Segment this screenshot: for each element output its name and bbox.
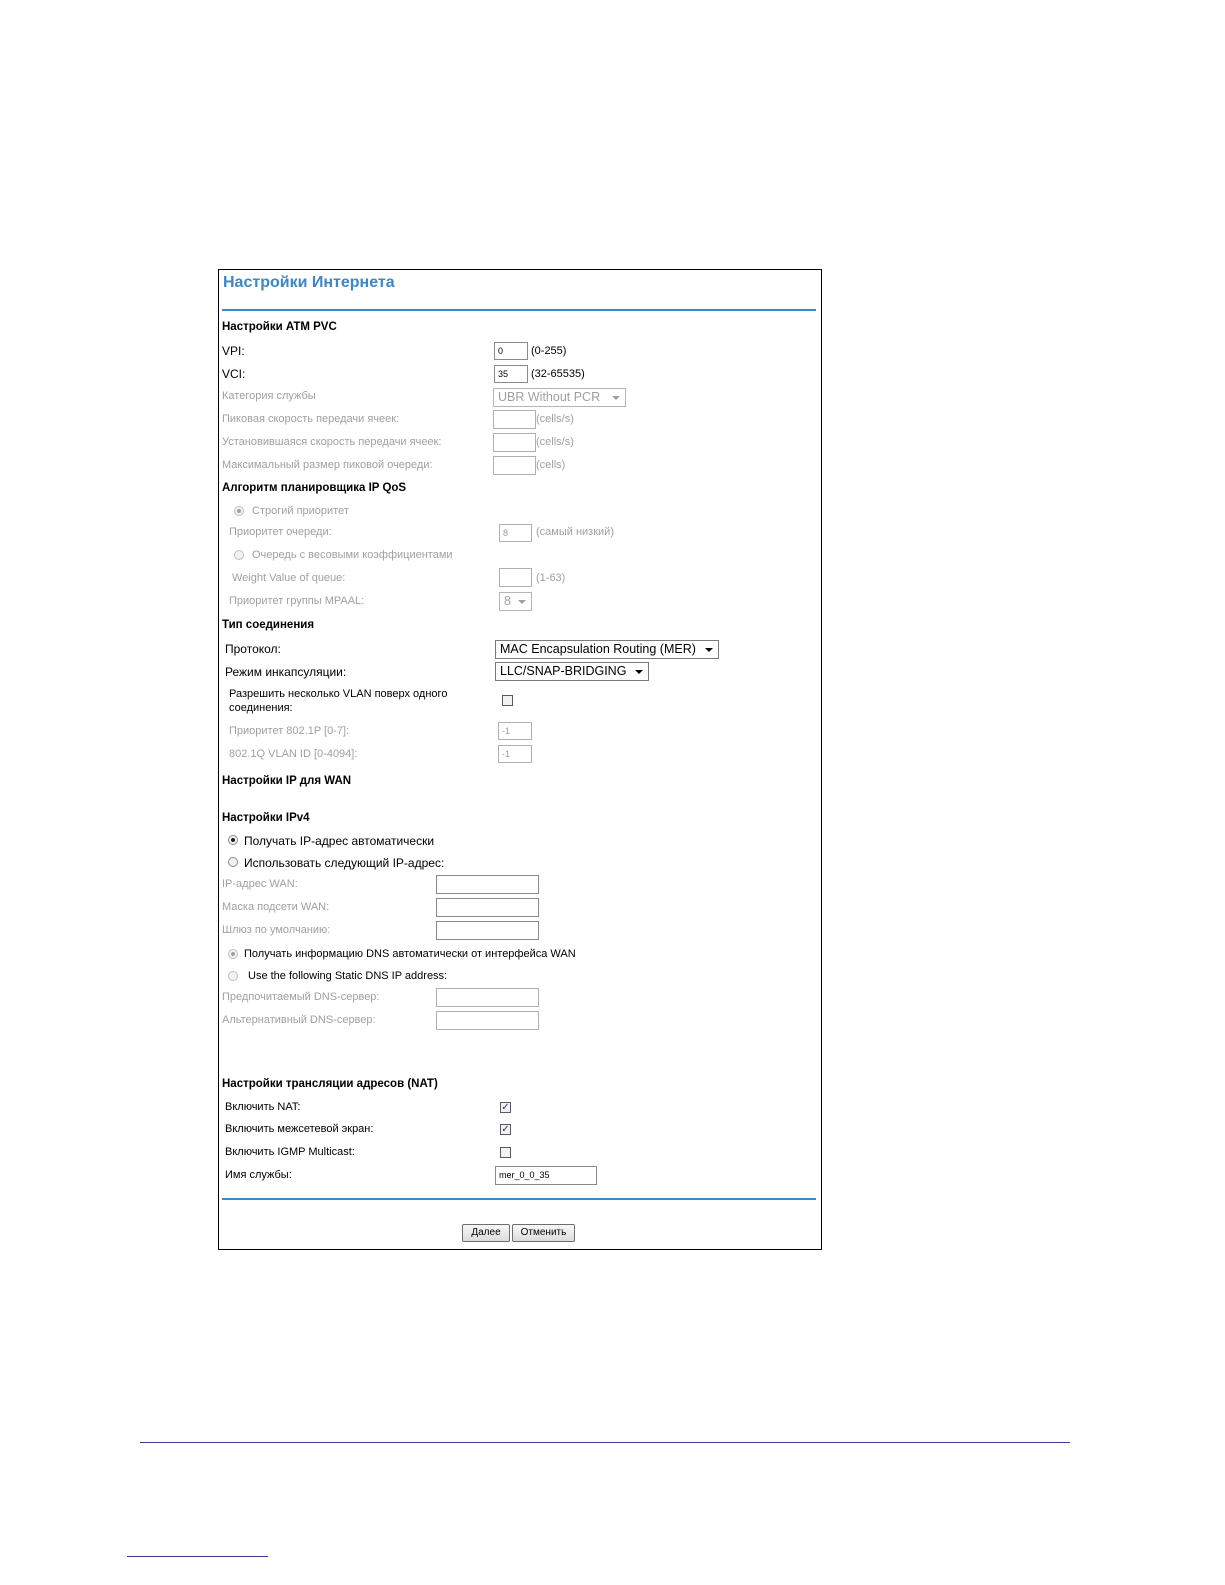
encapsulation-label: Режим инкапсуляции: [225, 665, 347, 679]
vpi-label: VPI: [222, 344, 245, 358]
scr-input[interactable] [493, 433, 536, 452]
vpi-range: (0-255) [531, 345, 567, 357]
scr-label: Установившаяся скорость передачи ячеек: [222, 436, 442, 448]
mpaal-priority-label: Приоритет группы MPAAL: [229, 595, 365, 607]
cancel-button[interactable]: Отменить [512, 1224, 575, 1242]
wan-ip-section-heading: Настройки IP для WAN [222, 775, 352, 787]
vci-range: (32-65535) [531, 368, 585, 380]
ipv4-section-heading: Настройки IPv4 [222, 812, 310, 824]
next-button[interactable]: Далее [462, 1224, 510, 1242]
queue-priority-input[interactable]: 8 [499, 524, 532, 542]
dns-preferred-label: Предпочитаемый DNS-сервер: [222, 991, 380, 1003]
dns-preferred-input[interactable] [436, 988, 539, 1007]
wan-mask-input[interactable] [436, 898, 539, 917]
nat-section-heading: Настройки трансляции адресов (NAT) [222, 1078, 438, 1090]
wan-mask-label: Маска подсети WAN: [222, 901, 330, 913]
pcr-label: Пиковая скорость передачи ячеек: [222, 413, 400, 425]
vlan-id-input[interactable]: -1 [498, 745, 532, 763]
p8021-label: Приоритет 802.1P [0-7]: [229, 725, 350, 737]
footer-divider [222, 1198, 816, 1200]
enable-nat-checkbox[interactable]: ✓ [501, 1102, 510, 1113]
ip-auto-label: Получать IP-адрес автоматически [244, 834, 435, 848]
protocol-label: Протокол: [225, 642, 281, 656]
chevron-down-icon [635, 670, 643, 674]
multi-vlan-label-line1: Разрешить несколько VLAN поверх одного [229, 688, 448, 700]
service-name-label: Имя службы: [225, 1169, 292, 1181]
ip-manual-label: Использовать следующий IP-адрес: [244, 856, 445, 870]
dns-auto-radio[interactable] [228, 949, 238, 959]
encapsulation-value: LLC/SNAP-BRIDGING [500, 664, 627, 678]
weighted-queue-label: Очередь с весовыми коэффициентами [252, 549, 453, 561]
service-category-value: UBR Without PCR [498, 390, 601, 404]
pcr-input[interactable] [493, 410, 536, 429]
mpaal-priority-select[interactable] [499, 592, 532, 611]
p8021-input[interactable]: -1 [498, 722, 532, 740]
encapsulation-select[interactable] [495, 662, 649, 681]
page-title: Настройки Интернета [223, 274, 395, 291]
chevron-down-icon [612, 396, 620, 400]
chevron-down-icon [705, 648, 713, 652]
enable-firewall-checkbox[interactable]: ✓ [501, 1124, 510, 1135]
protocol-select[interactable] [495, 640, 719, 659]
mbs-label: Максимальный размер пиковой очереди: [222, 459, 433, 471]
enable-firewall-label: Включить межсетевой экран: [225, 1123, 374, 1135]
ip-auto-radio[interactable] [228, 835, 238, 845]
internet-settings-panel [218, 269, 822, 1250]
title-divider [222, 309, 816, 311]
multi-vlan-checkbox[interactable] [502, 695, 513, 706]
enable-igmp-checkbox[interactable] [500, 1147, 511, 1158]
dns-static-label: Use the following Static DNS IP address: [248, 970, 448, 982]
queue-priority-label: Приоритет очереди: [229, 526, 332, 538]
wan-ip-label: IP-адрес WAN: [222, 878, 298, 890]
mpaal-priority-value: 8 [504, 594, 511, 608]
protocol-value: MAC Encapsulation Routing (MER) [500, 642, 696, 656]
service-category-select[interactable] [493, 388, 626, 407]
mbs-input[interactable] [493, 456, 536, 475]
chevron-down-icon [518, 600, 526, 604]
multi-vlan-label-line2: соединения: [229, 702, 293, 714]
vpi-input[interactable]: 0 [494, 342, 528, 360]
dns-alternate-label: Альтернативный DNS-сервер: [222, 1014, 376, 1026]
dns-auto-label: Получать информацию DNS автоматически от интерфейса WAN [244, 948, 576, 960]
qos-section-heading: Алгоритм планировщика IP QoS [222, 482, 407, 494]
strict-priority-label: Строгий приоритет [252, 505, 349, 517]
weight-value-input[interactable] [499, 568, 532, 587]
dns-alternate-input[interactable] [436, 1011, 539, 1030]
scr-unit: (cells/s) [536, 436, 574, 448]
vci-input[interactable]: 35 [494, 365, 528, 383]
vlan-id-label: 802.1Q VLAN ID [0-4094]: [229, 748, 358, 760]
connection-section-heading: Тип соединения [222, 619, 315, 631]
service-category-label: Категория службы [222, 390, 316, 402]
queue-priority-hint: (самый низкий) [536, 526, 614, 538]
weight-value-range: (1-63) [536, 572, 566, 584]
gateway-input[interactable] [436, 921, 539, 940]
wan-ip-input[interactable] [436, 875, 539, 894]
enable-nat-label: Включить NAT: [225, 1101, 301, 1113]
mbs-unit: (cells) [536, 459, 566, 471]
enable-igmp-label: Включить IGMP Multicast: [225, 1146, 355, 1158]
page-footer-link-underline [127, 1556, 268, 1557]
strict-priority-radio[interactable] [234, 506, 244, 516]
page-footer-rule [140, 1442, 1070, 1443]
service-name-input[interactable]: mer_0_0_35 [495, 1166, 597, 1185]
pcr-unit: (cells/s) [536, 413, 574, 425]
dns-static-radio[interactable] [228, 971, 238, 981]
weight-value-label: Weight Value of queue: [232, 572, 346, 584]
weighted-queue-radio[interactable] [234, 550, 244, 560]
vci-label: VCI: [222, 367, 246, 381]
ip-manual-radio[interactable] [228, 857, 238, 867]
gateway-label: Шлюз по умолчанию: [222, 924, 331, 936]
atm-section-heading: Настройки ATM PVC [222, 321, 337, 333]
